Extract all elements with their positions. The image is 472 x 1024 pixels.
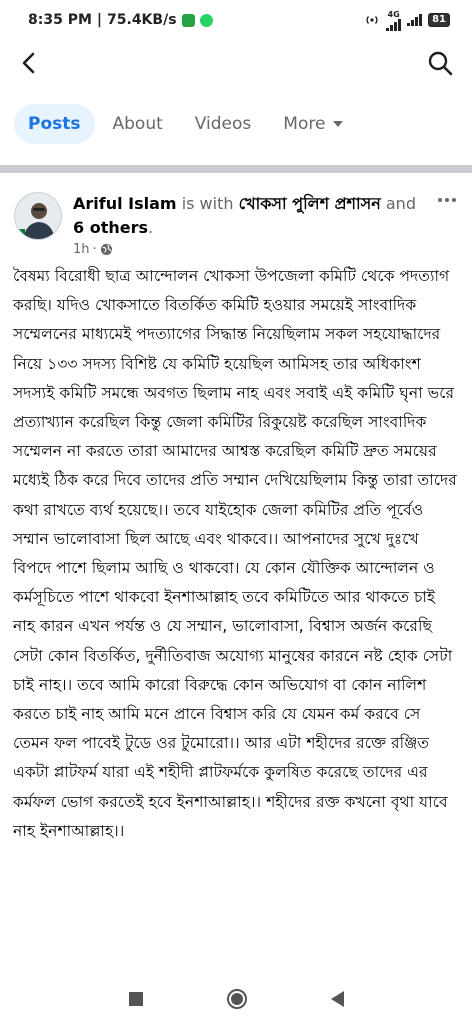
meta-separator: · [92, 242, 97, 257]
tab-posts[interactable] [14, 104, 95, 144]
top-navigation [0, 40, 472, 88]
post-header [0, 180, 472, 260]
recent-apps-icon[interactable] [129, 992, 143, 1006]
avatar-image [15, 193, 62, 240]
home-icon[interactable] [227, 989, 247, 1009]
signal-icon [386, 19, 401, 31]
tab-label: About [112, 114, 163, 134]
globe-icon [100, 243, 113, 256]
status-time: 8:35 PM [28, 12, 92, 28]
whatsapp-notification-icon [200, 14, 213, 27]
post-text: বৈষম্য বিরোধী ছাত্র আন্দোলন খোকসা উপজেলা কমিটি থেকে পদত্যাগ করছি। যদিও খোকসাতে বিতর্কিত কমিটি হওয়ার সময়েই সাংবাদিক সম্মেলনের মাধ্যমেই পদত্যাগের সিদ্ধান্ত নিয়েছিলাম সকল সহযোদ্ধাদের নিয়ে ১৩৩ সদস্য বিশিষ্ট যে কমিটি হয়েছিল আমিসহ তার অধিকাংশ সদস্যই কমিটি সমন্ধে অবগত ছিলাম নাহ এবং সবাই এই কমিটি ঘৃনা ভরে প্রত্যাখ্যান করেছিল কিন্তু জেলা কমিটির রিকুয়েষ্ট করেছিল সাংবাদিক সম্মেলন না করতে তারা আমাদের আশ্বস্ত করেছিল কমিটি দ্রুত সময়ের মধ্যেই ঠিক করে দিবে তাদের প্রতি সম্মান দেখিয়েছিলাম কিন্তু তারা তাদের কথা রাখতে ব্যর্থ হয়েছে।। তবে যাইহোক জেলা কমিটির প্রতি পূর্বেও সম্মান ভালোবাসা ছিল আছে এবং থাকবে।। আপনাদের সুখে দুঃখে বিপদে পাশে ছিলাম আছি ও থাকবো। যে কোন যৌক্তিক আন্দোলন ও কর্মসূচিতে পাশে থাকবো ইনশাআল্লাহ তবে কমিটিতে আর থাকতে চাই নাহ কারন এখন পর্যন্ত ও যে সম্মান, ভালোবাসা, বিশ্বাস অর্জন করেছি সেটা কোন বিতর্কিত, দুর্নীতিবাজ অযোগ্য মানুষের কারনে নষ্ট হোক সেটা চাই নাহ।। তবে আমি কারো বিরুদ্ধে কোন অভিযোগ বা কোন নালিশ করতে চাই নাহ আমি মনে প্রানে বিশ্বাস করি যে যেমন কর্ম করবে সে তেমন ফল পাবেই টুডে ওর টুমোরো।। আর এটা শহীদের রক্তে রঞ্জিত একটা প্লাটফর্ম যারা এই শহীদী প্লাটফর্মকে কুলষিত করেছে তাদের এর কর্মফল ভোগ করতেই হবে ইনশাআল্লাহ।। শহীদের রক্ত কখনো বৃথা যাবে নাহ ইনশাআল্লাহ।। [13, 267, 457, 840]
section-divider [0, 165, 472, 173]
tab-more[interactable] [269, 104, 357, 144]
more-dots-icon[interactable] [438, 198, 456, 202]
tab-label: More [283, 114, 326, 134]
tagged-page[interactable]: খোকসা পুলিশ প্রশাসন [238, 194, 381, 213]
system-navigation-bar [0, 974, 472, 1024]
search-icon[interactable] [426, 49, 454, 77]
tagged-others[interactable]: 6 others [73, 218, 148, 237]
post-time[interactable]: 1h [73, 242, 90, 257]
app-notification-icon [182, 14, 195, 27]
status-bar: 8:35 PM | 75.4KB/s 4G 81 [0, 0, 472, 40]
and-text: and [385, 194, 416, 213]
author-name[interactable]: Ariful Islam [73, 194, 177, 213]
post-author-line: Ariful Islam is with খোকসা পুলিশ প্রশাসন and 6 others. [73, 194, 416, 237]
tab-videos[interactable] [181, 104, 266, 144]
with-text: is with [181, 194, 234, 213]
post-meta [73, 242, 113, 257]
network-speed: 75.4KB/s [107, 12, 177, 28]
tab-label: Posts [28, 114, 81, 134]
tab-label: Videos [194, 114, 252, 134]
tab-about[interactable] [99, 104, 177, 144]
hotspot-icon [364, 14, 380, 26]
profile-tabs [0, 100, 472, 148]
battery-icon: 81 [428, 13, 450, 27]
back-triangle-icon[interactable] [331, 991, 344, 1007]
signal-icon-2 [407, 14, 422, 26]
network-type: 4G [387, 9, 400, 19]
avatar[interactable] [14, 192, 62, 240]
caret-down-icon [333, 121, 343, 127]
back-arrow-icon[interactable] [16, 50, 42, 76]
